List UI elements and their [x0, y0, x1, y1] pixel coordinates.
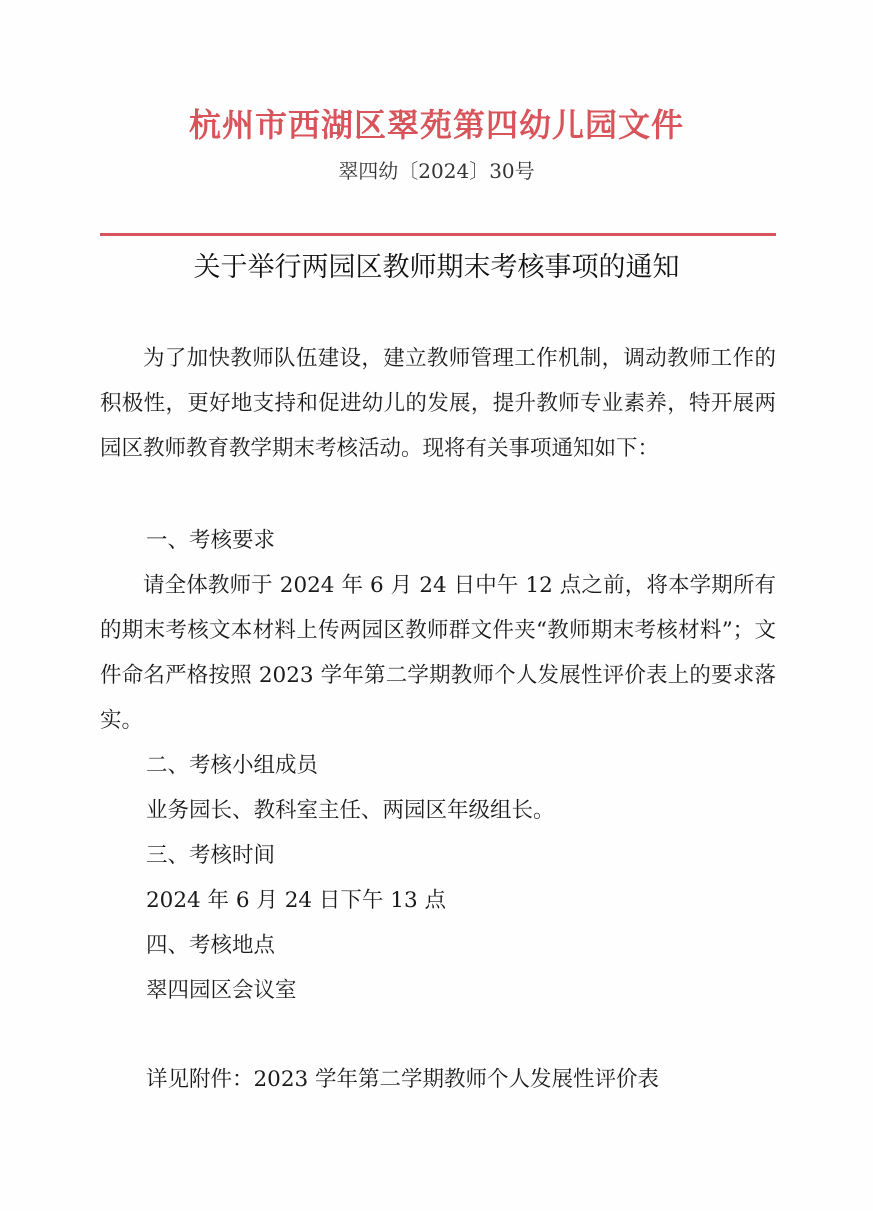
intro-paragraph: 为了加快教师队伍建设，建立教师管理工作机制，调动教师工作的积极性，更好地支持和促进幼儿的发展，提升教师专业素养，特开展两园区教师教育教学期末考核活动。现将有关事项通知如下：	[100, 346, 776, 461]
section-2-heading: 二、考核小组成员	[146, 753, 319, 778]
notice-title: 关于举行两园区教师期末考核事项的通知	[193, 252, 680, 283]
section-4-heading: 四、考核地点	[146, 933, 276, 958]
section-1-body-block	[100, 563, 776, 743]
section-2-body: 业务园长、教科室主任、两园区年级组长。	[146, 798, 555, 823]
attachment-note: 详见附件：2023 学年第二学期教师个人发展性评价表	[146, 1067, 660, 1092]
org-header-title: 杭州市西湖区翠苑第四幼儿园文件	[188, 106, 684, 144]
section-3-heading: 三、考核时间	[146, 843, 276, 868]
section-4-body: 翠四园区会议室	[146, 978, 297, 1003]
intro-paragraph-block	[100, 336, 776, 471]
section-1-body: 请全体教师于 2024 年 6 月 24 日中午 12 点之前，将本学期所有的期末考核文本材料上传两园区教师群文件夹“教师期末考核材料”；文件命名严格按照 2023 学年第二学期教师个人发展性评价表上的要求落实。	[100, 573, 776, 733]
section-3-body: 2024 年 6 月 24 日下午 13 点	[146, 888, 446, 913]
section-1-heading: 一、考核要求	[146, 528, 276, 553]
document-number: 翠四幼〔2024〕30号	[338, 159, 535, 183]
red-divider-line	[100, 233, 776, 236]
